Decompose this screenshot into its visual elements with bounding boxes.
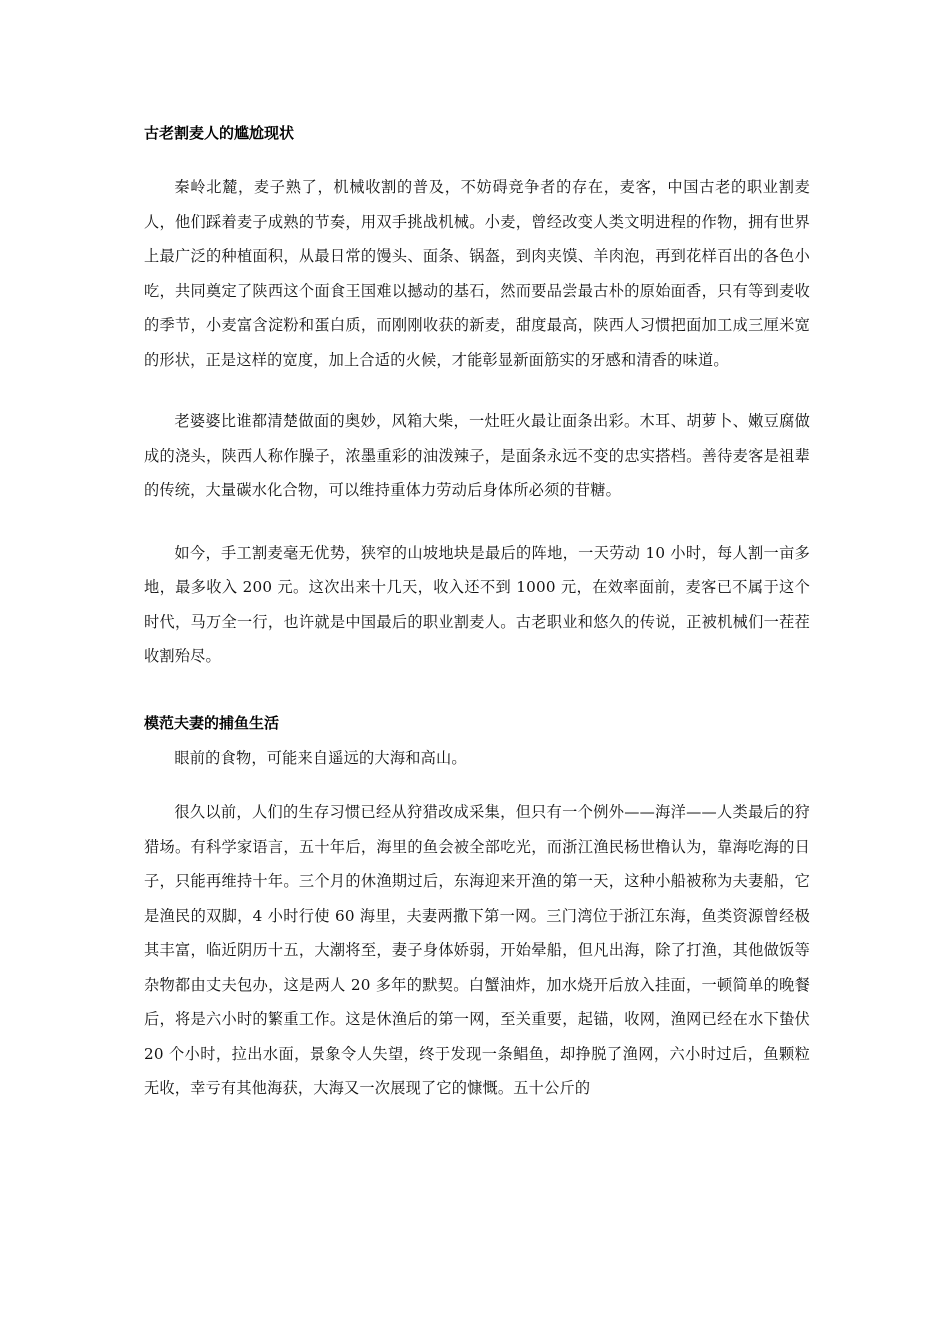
section-title-fishing-couple: 模范夫妻的捕鱼生活	[144, 713, 280, 732]
paragraph: 秦岭北麓，麦子熟了，机械收割的普及，不妨碍竞争者的存在，麦客，中国古老的职业割麦人，他们踩着麦子成熟的节奏，用双手挑战机械。小麦，曾经改变人类文明进程的作物，拥有世界上最广泛的种植面积，从最日常的馒头、面条、锅盔，到肉夹馍、羊肉泡，再到花样百出的各色小吃，共同奠定了陕西这个面食王国难以撼动的基石，然而要品尝最古朴的原始面香，只有等到麦收的季节，小麦富含淀粉和蛋白质，而刚刚收获的新麦，甜度最高，陕西人习惯把面加工成三厘米宽的形状，正是这样的宽度，加上合适的火候，才能彰显新面筋实的牙感和清香的味道。	[144, 178, 810, 369]
paragraph: 眼前的食物，可能来自遥远的大海和高山。	[174, 748, 467, 767]
paragraph: 很久以前，人们的生存习惯已经从狩猎改成采集，但只有一个例外——海洋——人类最后的狩猎场。有科学家语言，五十年后，海里的鱼会被全部吃光，而浙江渔民杨世橹认为，靠海吃海的日子，只能再维持十年。三个月的休渔期过后，东海迎来开渔的第一天，这种小船被称为夫妻船，它是渔民的双脚，4 小时行使 60 海里，夫妻两撒下第一网。三门湾位于浙江东海，鱼类资源曾经极其丰富，临近阴历十五，大潮将至，妻子身体娇弱，开始晕船，但凡出海，除了打渔，其他做饭等杂物都由丈夫包办，这是两人 20 多年的默契。白蟹油炸，加水烧开后放入挂面，一顿简单的晚餐后，将是六小时的繁重工作。这是休渔后的第一网，至关重要，起锚，收网，渔网已经在水下蛰伏 20 个小时，拉出水面，景象令人失望，终于发现一条鲳鱼，却挣脱了渔网，六小时过后，鱼颗粒无收，幸亏有其他海获，大海又一次展现了它的慷慨。五十公斤的	[144, 803, 810, 1097]
document-body	[144, 122, 810, 1106]
paragraph: 如今，手工割麦毫无优势，狭窄的山坡地块是最后的阵地，一天劳动 10 小时，每人割一亩多地，最多收入 200 元。这次出来十几天，收入还不到 1000 元，在效率面前，麦客已不属于这个时代，马万全一行，也许就是中国最后的职业割麦人。古老职业和悠久的传说，正被机械们一茬茬收割殆尽。	[144, 543, 810, 665]
section-title-wheat-reapers: 古老割麦人的尴尬现状	[144, 124, 295, 142]
paragraph: 老婆婆比谁都清楚做面的奥妙，风箱大柴，一灶旺火最让面条出彩。木耳、胡萝卜、嫩豆腐做成的浇头，陕西人称作臊子，浓墨重彩的油泼辣子，是面条永远不变的忠实搭档。善待麦客是祖辈的传统，大量碳水化合物，可以维持重体力劳动后身体所必须的苷糖。	[144, 412, 810, 499]
